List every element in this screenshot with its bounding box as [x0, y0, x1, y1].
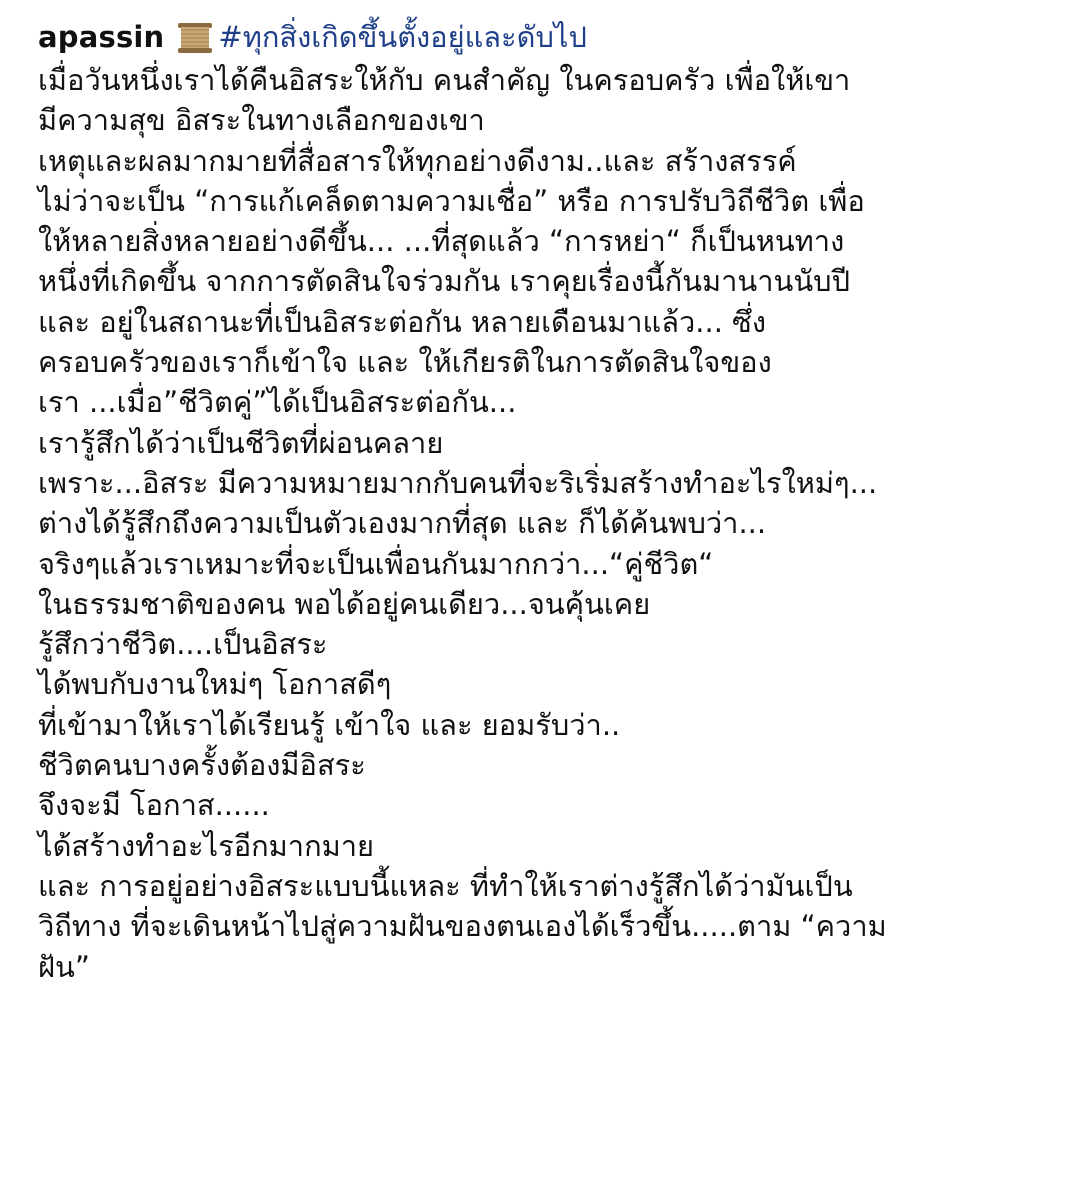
caption-line: เพราะ...อิสระ มีความหมายมากกับคนที่จะริเริ่มสร้างทำอะไรใหม่ๆ...: [38, 465, 878, 500]
caption-line: เรา ...เมื่อ”ชีวิตคู่”ได้เป็นอิสระต่อกัน...: [38, 385, 517, 420]
caption-line: จริงๆแล้วเราเหมาะที่จะเป็นเพื่อนกันมากกว่า...“คู่ชีวิต“: [38, 546, 714, 581]
caption-header: [38, 14, 1048, 60]
caption-line: เหตุและผลมากมายที่สื่อสารให้ทุกอย่างดีงาม..และ สร้างสรรค์: [38, 143, 797, 178]
hashtag-link[interactable]: #ทุกสิ่งเกิดขึ้นตั้งอยู่และดับไป: [218, 20, 587, 54]
caption-line: และ การอยู่อย่างอิสระแบบนี้แหละ ที่ทำให้เราต่างรู้สึกได้ว่ามันเป็น: [38, 868, 853, 903]
caption-line: เรารู้สึกได้ว่าเป็นชีวิตที่ผ่อนคลาย: [38, 425, 444, 460]
scroll-icon: [178, 23, 212, 53]
username-link[interactable]: apassin: [38, 20, 165, 54]
caption-line: ที่เข้ามาให้เราได้เรียนรู้ เข้าใจ และ ยอมรับว่า..: [38, 707, 621, 742]
caption-line: ไม่ว่าจะเป็น “การแก้เคล็ดตามความเชื่อ” หรือ การปรับวิถีชีวิต เพื่อ: [38, 183, 865, 218]
caption-line: ชีวิตคนบางครั้งต้องมีอิสระ: [38, 748, 366, 783]
caption-line: ได้พบกับงานใหม่ๆ โอกาสดีๆ: [38, 667, 392, 702]
caption-line: ให้หลายสิ่งหลายอย่างดีขึ้น... ...ที่สุดแล้ว “การหย่า“ ก็เป็นหนทาง: [38, 224, 845, 259]
caption-line: วิถีทาง ที่จะเดินหน้าไปสู่ความฝันของตนเองได้เร็วขึ้น.....ตาม “ความ: [38, 909, 887, 944]
caption-line: จึงจะมี โอกาส......: [38, 788, 270, 823]
caption-line: ต่างได้รู้สึกถึงความเป็นตัวเองมากที่สุด และ ก็ได้ค้นพบว่า...: [38, 506, 767, 541]
caption-line: เมื่อวันหนึ่งเราได้คืนอิสระให้กับ คนสำคัญ ในครอบครัว เพื่อให้เขา: [38, 63, 851, 97]
caption-line: มีความสุข อิสระในทางเลือกของเขา: [38, 103, 485, 138]
caption-line: รู้สึกว่าชีวิต....เป็นอิสระ: [38, 627, 328, 662]
caption-line: ได้สร้างทำอะไรอีกมากมาย: [38, 828, 375, 863]
caption-line: ครอบครัวของเราก็เข้าใจ และ ให้เกียรติในการตัดสินใจของ: [38, 345, 772, 380]
scroll-roll-bottom: [178, 48, 212, 53]
post-caption: [38, 14, 1048, 987]
caption-line: หนึ่งที่เกิดขึ้น จากการตัดสินใจร่วมกัน เราคุยเรื่องนี้กันมานานนับปี: [38, 264, 850, 299]
caption-line: ในธรรมชาติของคน พอได้อยู่คนเดียว...จนคุ้นเคย: [38, 586, 651, 621]
caption-body: [38, 60, 1048, 987]
scroll-paper: [181, 27, 209, 49]
caption-line: และ อยู่ในสถานะที่เป็นอิสระต่อกัน หลายเดือนมาแล้ว... ซึ่ง: [38, 304, 766, 339]
caption-line: ฝัน”: [38, 949, 90, 984]
